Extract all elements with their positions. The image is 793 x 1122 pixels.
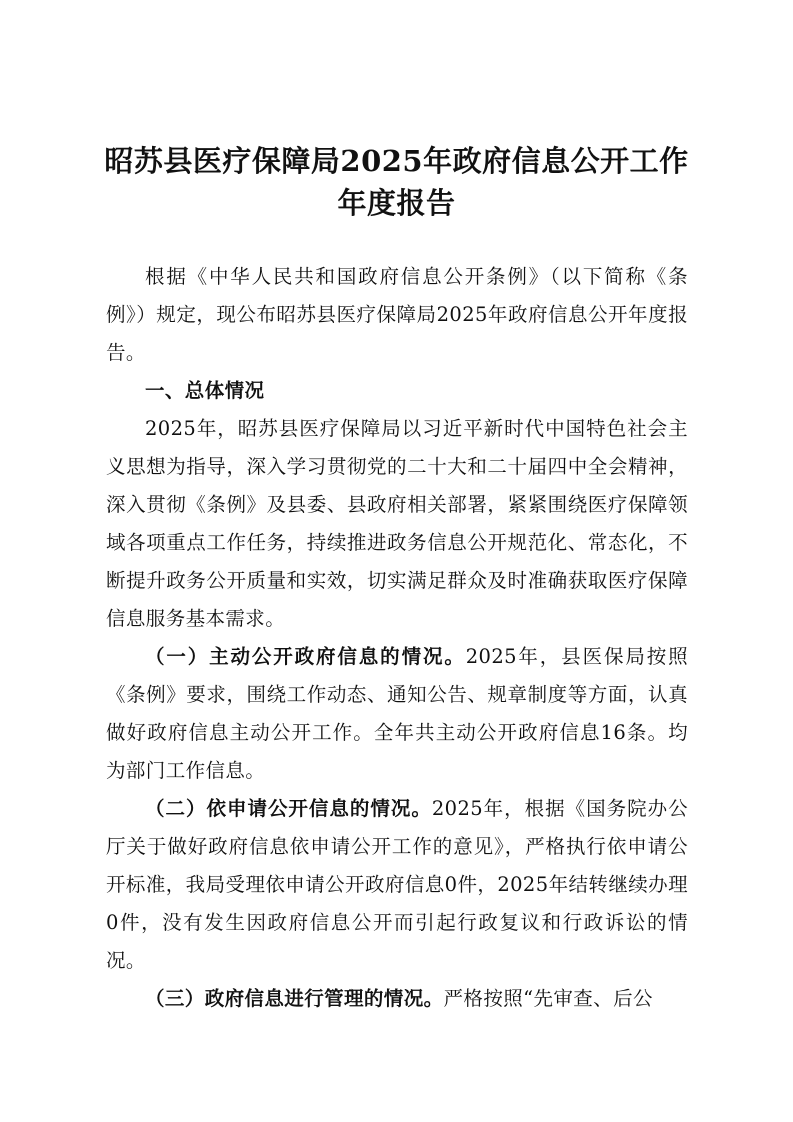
document-title (90, 140, 703, 224)
subsection-2-text: 2025年，根据《国务院办公厅关于做好政府信息依申请公开工作的意见》，严格执行依申请公开标准，我局受理依申请公开政府信息0件，2025年结转继续办理0件，没有发生因政府信息公开而引起行政复议和行政诉讼的情况。 (106, 797, 688, 972)
subsection-1-lead: （一）主动公开政府信息的情况。 (145, 645, 466, 668)
title-line-2: 年度报告 (337, 186, 456, 220)
subsection-3-lead: （三）政府信息进行管理的情况。 (145, 987, 444, 1010)
subsection-1-text: 2025年，县医保局按照《条例》要求，围绕工作动态、通知公告、规章制度等方面，认真做好政府信息主动公开工作。全年共主动公开政府信息16条。均为部门工作信息。 (106, 645, 688, 782)
subsection-1-paragraph (106, 638, 688, 790)
overview-paragraph: 2025年，昭苏县医疗保障局以习近平新时代中国特色社会主义思想为指导，深入学习贯彻党的二十大和二十届四中全会精神，深入贯彻《条例》及县委、县政府相关部署，紧紧围绕医疗保障领域各项重点工作任务，持续推进政务信息公开规范化、常态化，不断提升政务公开质量和实效，切实满足群众及时准确获取医疗保障信息服务基本需求。 (106, 417, 688, 630)
subsection-2-paragraph (106, 790, 688, 980)
document-body (106, 258, 688, 1018)
subsection-2-lead: （二）依申请公开信息的情况。 (145, 797, 432, 820)
subsection-3-text: 严格按照“先审查、后公 (443, 987, 653, 1010)
intro-paragraph: 根据《中华人民共和国政府信息公开条例》（以下简称《条例》）规定，现公布昭苏县医疗保障局2025年政府信息公开年度报告。 (106, 265, 688, 364)
title-line-1: 昭苏县医疗保障局2025年政府信息公开工作 (104, 144, 689, 178)
subsection-3-paragraph (106, 980, 688, 1018)
section-heading-overview: 一、总体情况 (145, 379, 265, 402)
